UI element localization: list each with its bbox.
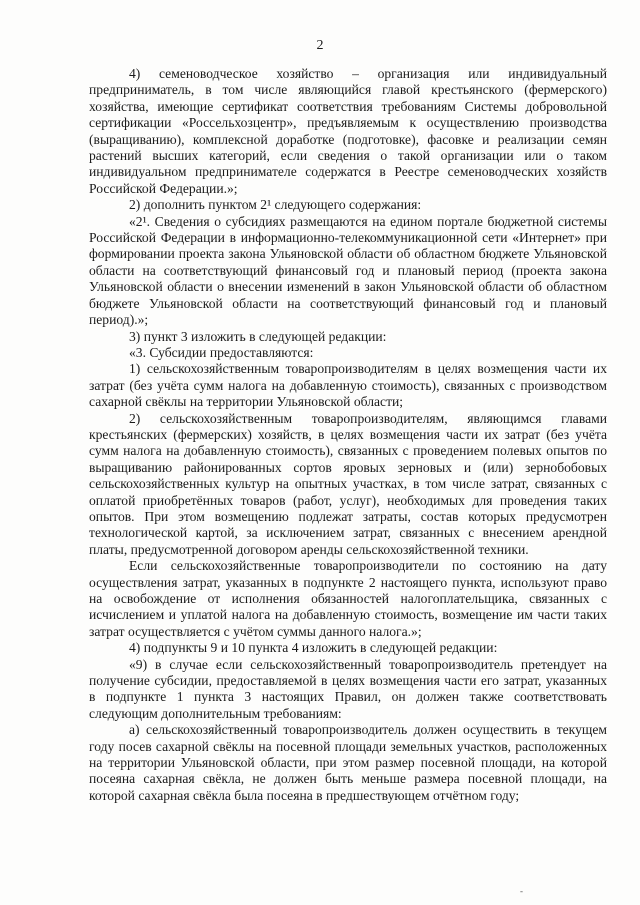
- paragraph-subpoint-9-requirements: «9) в случае если сельскохозяйственный товаропроизводитель претендует на получение субсидии, предоставляемой в целях возмещения части его затрат, указанных в подпункте 1 пункта 3 настоящих Правил, он должен также соответствовать следующим дополнительным требованиям:: [89, 656, 607, 721]
- paragraph-subpoints-9-10: 4) подпункты 9 и 10 пункта 4 изложить в следующей редакции:: [129, 640, 498, 656]
- paragraph-add-point-2-1: 2) дополнить пунктом 2¹ следующего содержания:: [129, 197, 422, 213]
- paragraph-requirement-a-sowing: а) сельскохозяйственный товаропроизводитель должен осуществить в текущем году посев сахарной свёклы на посевной площади земельных участков, расположенных на территории Ульяновской области, при этом размер посевной площади, на которой посеяна сахарная свёкла, не должен быть меньше размера посевной площади, на которой сахарная свёкла была посеяна в предшествующем отчётном году;: [89, 722, 607, 803]
- paragraph-point-3-new-wording: 3) пункт 3 изложить в следующей редакции:: [129, 328, 387, 344]
- paragraph-subsidy-info-portal: «2¹. Сведения о субсидиях размещаются на едином портале бюджетной системы Российской Федерации в информационно-телекоммуникационной сети «Интернет» при формировании проекта закона Ульяновской области об областном бюджете Ульяновской области на соответствующий финансовый год и плановый период (проекта закона Ульяновской области о внесении изменений в закон Ульяновской области об областном бюджете Ульяновской области на соответствующий финансовый год и плановый период).»;: [89, 213, 607, 328]
- paragraph-subpoint-2-field-trials: 2) сельскохозяйственным товаропроизводителям, являющимся главами крестьянских (фермерских) хозяйств, в целях возмещения части их затрат (без учёта сумм налога на добавленную стоимость), связанных с проведением полевых опытов по выращиванию районированных сортов яровых зерновых и (или) зернобобовых сельскохозяйственных культур на опытных участках, в том числе затрат, связанных с оплатой приобретённых товаров (работ, услуг), необходимых для проведения таких опытов. При этом возмещению подлежат затраты, состав которых предусмотрен технологической картой, за исключением затрат, связанных с внесением арендной платы, предусмотренной договором аренды сельскохозяйственной техники.: [89, 410, 607, 557]
- page-number: 2: [316, 38, 324, 53]
- paragraph-subsidies-provided: «3. Субсидии предоставляются:: [129, 344, 314, 360]
- paragraph-vat-exemption: Если сельскохозяйственные товаропроизводители по состоянию на дату осуществления затрат, указанных в подпункте 2 настоящего пункта, используют право на освобождение от исполнения обязанностей налогоплательщика, связанных с исчислением и уплатой налога на добавленную стоимость, возмещение им части таких затрат осуществляется с учётом суммы данного налога.»;: [89, 558, 607, 639]
- paragraph-subpoint-1-sugar-beet: 1) сельскохозяйственным товаропроизводителям в целях возмещения части их затрат (без учёта сумм налога на добавленную стоимость), связанных с производством сахарной свёклы на территории Ульяновской области;: [89, 361, 607, 410]
- scan-mark: -: [520, 886, 523, 896]
- paragraph-seed-farm-definition: 4) семеноводческое хозяйство – организация или индивидуальный предприниматель, в том числе являющийся главой крестьянского (фермерского) хозяйства, имеющие сертификат соответствия требованиям Системы добровольной сертификации «Россельхозцентр», предъявляемым к осуществлению производства (выращиванию), комплексной доработке (подготовке), фасовке и реализации семян растений высших категорий, если сведения о такой организации или о таком индивидуальном предпринимателе содержатся в Реестре семеноводческих хозяйств Российской Федерации.»;: [89, 66, 607, 196]
- document-body: [89, 66, 607, 804]
